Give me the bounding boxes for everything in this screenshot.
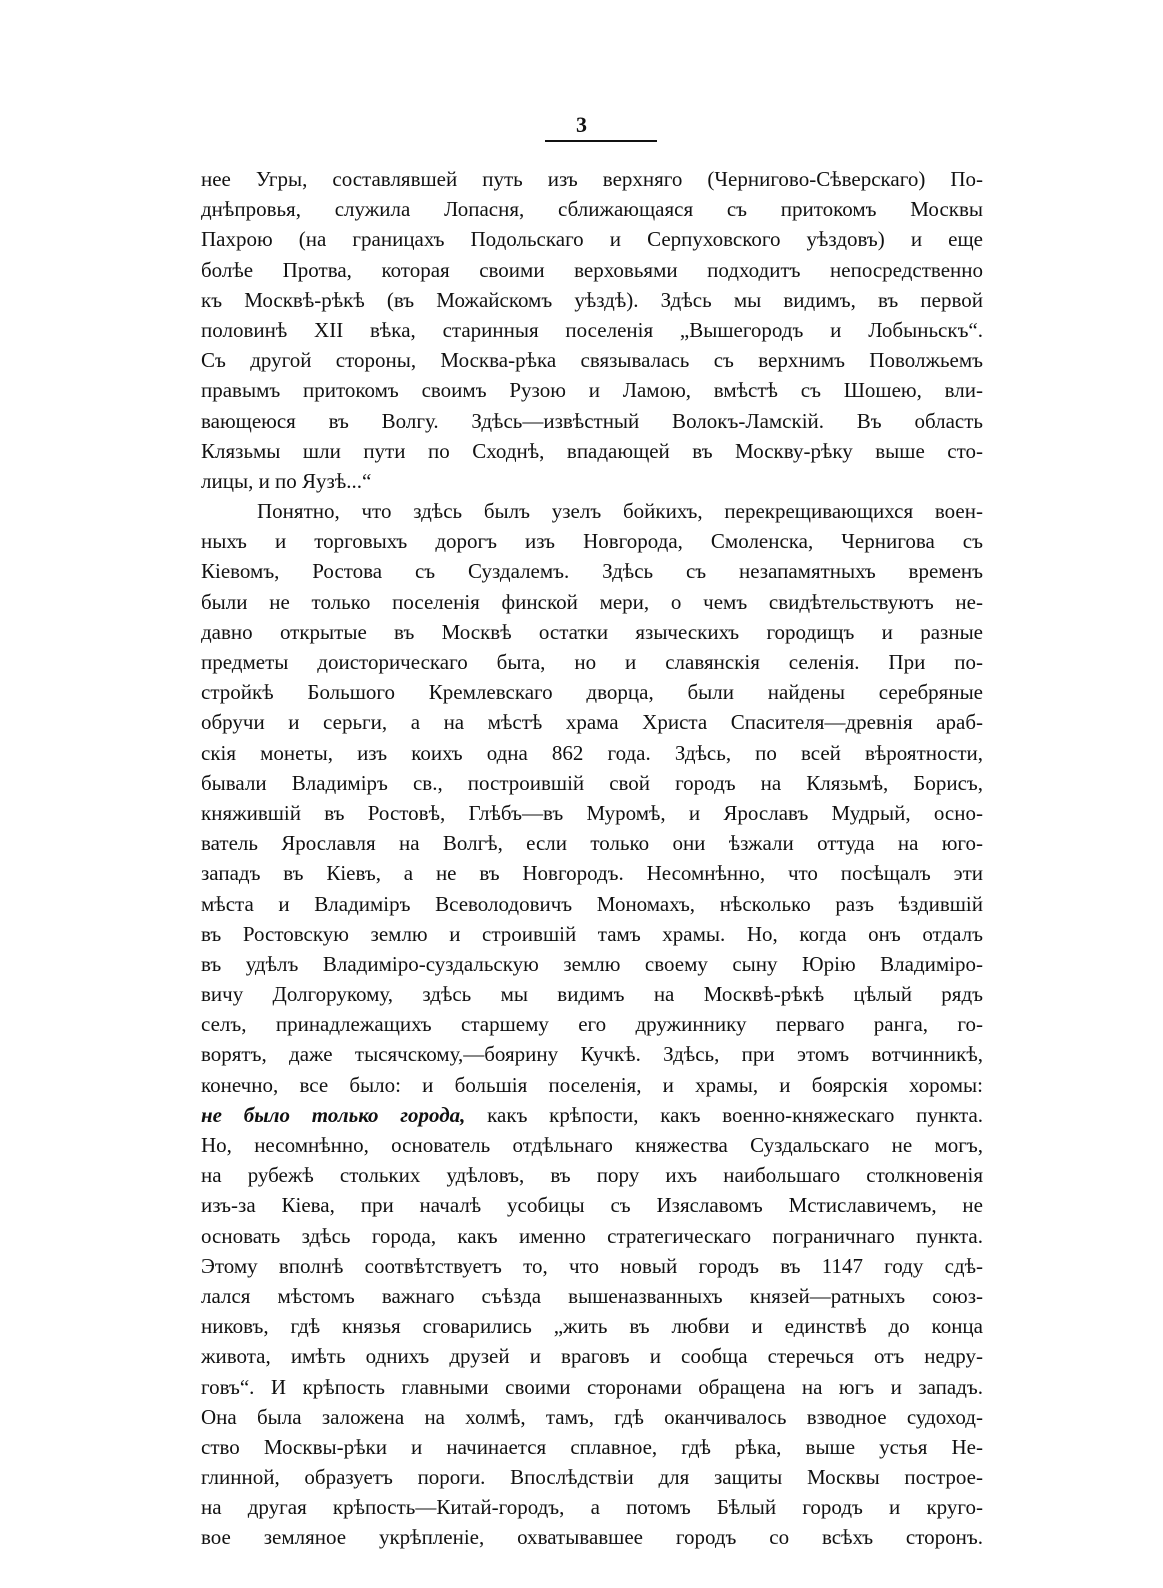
paragraph-2 <box>201 496 983 1553</box>
text-line: Но, несомнѣнно, основатель отдѣльнаго княжества Суздальскаго не могъ, <box>201 1133 983 1157</box>
text-line: лицы, и по Яузѣ...“ <box>201 468 372 493</box>
text-line: ворятъ, даже тысячскому,—боярину Кучкѣ. Здѣсь, при этомъ вотчинникѣ, <box>201 1042 983 1067</box>
page-number-rule <box>545 140 657 142</box>
text-line: болѣе Протва, которая своими верховьями подходитъ непосредственно <box>201 257 983 282</box>
text-line: говъ“. И крѣпость главными своими сторонами обращена на югъ и западъ. <box>201 1374 983 1399</box>
text-line: правымъ притокомъ своимъ Рузою и Ламою, вмѣстѣ съ Шошею, вли- <box>201 378 983 403</box>
text-line: днѣпровья, служила Лопасня, сближающаяся съ притокомъ Москвы <box>201 197 983 222</box>
emphasized-phrase: не было только города, <box>201 1102 466 1127</box>
text-line: мѣста и Владиміръ Всеволодовичъ Мономахъ, нѣсколько разъ ѣздившій <box>201 891 983 916</box>
text-line: давно открытые въ Москвѣ остатки языческихъ городищъ и разные <box>201 619 983 644</box>
text-line: вичу Долгорукому, здѣсь мы видимъ на Москвѣ-рѣкѣ цѣлый рядъ <box>201 982 983 1007</box>
body-text <box>201 164 983 1553</box>
page-number: 3 <box>576 112 587 137</box>
text-line: скія монеты, изъ коихъ одна 862 года. Здѣсь, по всей вѣроятности, <box>201 740 983 765</box>
text-line: на другая крѣпость—Китай-городъ, а потомъ Бѣлый городъ и круго- <box>201 1495 983 1520</box>
emphasis-line-rest: какъ крѣпости, какъ военно-княжескаго пункта. <box>487 1102 983 1127</box>
text-line: Кіевомъ, Ростова съ Суздалемъ. Здѣсь съ незапамятныхъ временъ <box>201 559 983 584</box>
text-line: глинной, образуетъ пороги. Впослѣдствіи для защиты Москвы построе- <box>201 1465 983 1490</box>
text-line: въ удѣлъ Владиміро-суздальскую землю своему сыну Юрію Владиміро- <box>201 951 983 976</box>
text-line: бывали Владиміръ св., построившій свой городъ на Клязьмѣ, Борисъ, <box>201 770 983 795</box>
text-line: вающеюся въ Волгу. Здѣсь—извѣстный Волокъ-Ламскій. Въ область <box>201 408 983 433</box>
text-line: ватель Ярославля на Волгѣ, если только они ѣзжали оттуда на юго- <box>201 831 983 856</box>
text-line: основать здѣсь города, какъ именно стратегическаго пограничнаго пункта. <box>201 1223 983 1248</box>
text-line: западъ въ Кіевъ, а не въ Новгородъ. Несомнѣнно, что посѣщалъ эти <box>201 861 983 886</box>
text-line: конечно, все было: и большія поселенія, и храмы, и боярскія хоромы: <box>201 1072 983 1097</box>
text-line: къ Москвѣ-рѣкѣ (въ Можайскомъ уѣздѣ). Здѣсь мы видимъ, въ первой <box>201 287 983 312</box>
text-line: стройкѣ Большого Кремлевскаго дворца, были найдены серебряные <box>201 680 983 705</box>
text-line: лался мѣстомъ важнаго съѣзда вышеназванныхъ князей—ратныхъ союз- <box>201 1283 983 1308</box>
text-line: на рубежѣ стольких удѣловъ, въ пору ихъ наибольшаго столкновенія <box>201 1163 983 1188</box>
text-line: никовъ, гдѣ князья сговарились „жить въ любви и единствѣ до конца <box>201 1314 983 1339</box>
text-line: княжившій въ Ростовѣ, Глѣбъ—въ Муромѣ, и Ярославъ Мудрый, осно- <box>201 800 983 825</box>
text-line: Этому вполнѣ соотвѣтствуетъ то, что новый городъ въ 1147 году сдѣ- <box>201 1253 983 1278</box>
text-line: нее Угры, составлявшей путь изъ верхняго (Чернигово-Сѣверскаго) По- <box>201 167 983 191</box>
text-line: ство Москвы-рѣки и начинается сплавное, гдѣ рѣка, выше устья Не- <box>201 1434 983 1459</box>
text-line: Она была заложена на холмѣ, тамъ, гдѣ оканчивалось взводное судоход- <box>201 1404 983 1429</box>
text-line: вое земляное укрѣпленіе, охватывавшее городъ со всѣхъ сторонъ. <box>201 1525 983 1550</box>
text-line: въ Ростовскую землю и строившій тамъ храмы. Но, когда онъ отдалъ <box>201 921 983 946</box>
text-line: были не только поселенія финской мери, о чемъ свидѣтельствуютъ не- <box>201 589 983 614</box>
text-line-with-emphasis <box>201 1100 983 1130</box>
text-line: ныхъ и торговыхъ дорогъ изъ Новгорода, Смоленска, Чернигова съ <box>201 529 983 554</box>
paragraph-1 <box>201 164 983 496</box>
text-line: половинѣ XII вѣка, старинныя поселенія „Вышегородъ и Лобыньскъ“. <box>201 317 983 342</box>
text-line: селъ, принадлежащихъ старшему его дружиннику перваго ранга, го- <box>201 1012 983 1037</box>
text-line: изъ-за Кіева, при началѣ усобицы съ Изяславомъ Мстиславичемъ, не <box>201 1193 983 1218</box>
text-line: Пахрою (на границахъ Подольскаго и Серпуховского уѣздовъ) и еще <box>201 227 983 252</box>
text-line: Понятно, что здѣсь былъ узелъ бойкихъ, перекрещивающихся воен- <box>257 499 983 524</box>
text-line: живота, имѣть однихъ друзей и враговъ и сообща стеречься отъ недру- <box>201 1344 983 1369</box>
text-line: обручи и серьги, а на мѣстѣ храма Христа Спасителя—древнія араб- <box>201 710 983 735</box>
text-line: Съ другой стороны, Москва-рѣка связывалась съ верхнимъ Поволжьемъ <box>201 348 983 373</box>
text-line: предметы доисторическаго быта, но и славянскія селенія. При по- <box>201 650 983 674</box>
text-line: Клязьмы шли пути по Сходнѣ, впадающей въ Москву-рѣку выше сто- <box>201 438 983 463</box>
